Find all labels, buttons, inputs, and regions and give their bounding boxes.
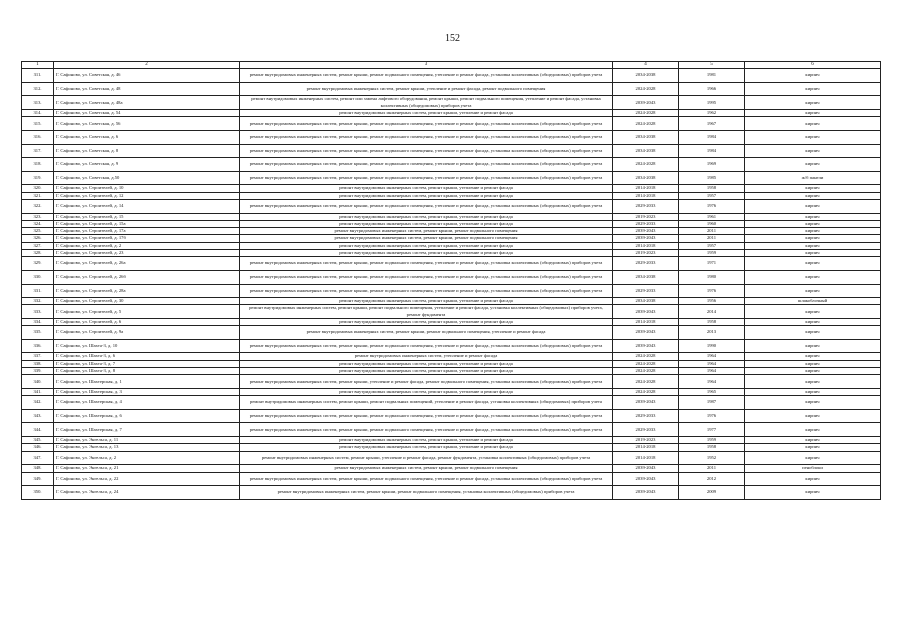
table-row xyxy=(22,444,881,451)
material-cell: кирпич xyxy=(745,305,881,319)
year-cell: 1964 xyxy=(679,368,745,375)
works-cell: ремонт внутридомовых инженерных систем, ремонт крыши, утепление и ремонт фасада, ремонт подвального помещения xyxy=(240,82,613,96)
period-cell: 2034-2038 xyxy=(613,144,679,158)
address-cell: Г. Сафоново, ул. Советская, д.50 xyxy=(54,171,240,185)
row-number: 325. xyxy=(22,228,54,235)
row-number: 329. xyxy=(22,257,54,271)
year-cell: 2013 xyxy=(679,326,745,340)
row-number: 338. xyxy=(22,360,54,367)
works-cell: ремонт внутридомовых инженерных систем, ремонт крыши, утепление и ремонт фасада, ремонт фундамента, установка коллективных (общедомовых) приборов учета xyxy=(240,451,613,465)
year-cell: 1967 xyxy=(679,117,745,131)
table-row xyxy=(22,110,881,117)
material-cell: кирпич xyxy=(745,82,881,96)
material-cell: кирпич xyxy=(745,192,881,199)
capital-repair-table xyxy=(21,61,881,500)
table-row xyxy=(22,423,881,437)
works-cell: ремонт внутридомовых инженерных систем, ремонт крыши, ремонт подвального помещения, утепление и ремонт фасада, установка коллективных (общедомовых) приборов учета xyxy=(240,270,613,284)
table-row xyxy=(22,69,881,83)
address-cell: Г. Сафоново, ул. Строителей, д. 17б xyxy=(54,235,240,242)
address-cell: Г. Сафоново, ул. Строителей, д. 2 xyxy=(54,242,240,249)
period-cell: 2024-2028 xyxy=(613,117,679,131)
material-cell: кирпич xyxy=(745,284,881,298)
address-cell: Г. Сафоново, ул. Энгельса, д. 22 xyxy=(54,472,240,486)
material-cell: кирпич xyxy=(745,326,881,340)
row-number: 326. xyxy=(22,235,54,242)
material-cell: кирпич xyxy=(745,368,881,375)
works-cell: ремонт внутридомовых инженерных систем, ремонт крыши, утепление и ремонт фасада xyxy=(240,388,613,395)
period-cell: 2029-2033 xyxy=(613,220,679,227)
works-cell: ремонт внутридомовых инженерных систем, ремонт крыши, ремонт подвального помещения, утепление и ремонт фасада, установка коллективных (общедомовых) приборов учета xyxy=(240,171,613,185)
material-cell: кирпич xyxy=(745,423,881,437)
period-cell: 2039-2043 xyxy=(613,472,679,486)
material-cell: кирпич xyxy=(745,437,881,444)
works-cell: ремонт внутридомовых инженерных систем, ремонт крыши, утепление и ремонт фасада, ремонт подвального помещения, установка коллективных (общедомовых) приборов учета xyxy=(240,375,613,389)
period-cell: 2039-2043 xyxy=(613,228,679,235)
works-cell: ремонт внутридомовых инженерных систем, ремонт крыши, ремонт подвального помещения, утепление и ремонт фасада xyxy=(240,326,613,340)
address-cell: Г. Сафоново, ул. Шахтерская, д. 3 xyxy=(54,388,240,395)
year-cell: 1987 xyxy=(679,396,745,410)
material-cell: кирпич xyxy=(745,199,881,213)
table-row xyxy=(22,318,881,325)
material-cell: кирпич xyxy=(745,185,881,192)
table-row xyxy=(22,82,881,96)
year-cell: 1958 xyxy=(679,444,745,451)
table-row xyxy=(22,257,881,271)
table-row xyxy=(22,375,881,389)
year-cell: 1966 xyxy=(679,82,745,96)
period-cell: 2024-2028 xyxy=(613,110,679,117)
material-cell: кирпич xyxy=(745,486,881,500)
header-cell: 5 xyxy=(679,62,745,69)
address-cell: Г. Сафоново, ул. Советская, д. 8 xyxy=(54,144,240,158)
year-cell: 1971 xyxy=(679,257,745,271)
row-number: 328. xyxy=(22,250,54,257)
row-number: 311. xyxy=(22,69,54,83)
address-cell: Г. Сафоново, ул. Строителей, д. 26а xyxy=(54,257,240,271)
period-cell: 2039-2043 xyxy=(613,96,679,110)
period-cell: 2039-2043 xyxy=(613,305,679,319)
works-cell: ремонт внутридомовых инженерных систем, ремонт крыши, ремонт подвального помещения, установка коллективных (общедомовых) приборов учета xyxy=(240,486,613,500)
year-cell: 1961 xyxy=(679,213,745,220)
works-cell: ремонт внутридомовых инженерных систем, ремонт крыши, ремонт подвального помещения, утепление и ремонт фасада, установка коллективных (общедомовых) приборов учета xyxy=(240,284,613,298)
year-cell: 1959 xyxy=(679,437,745,444)
period-cell: 2024-2028 xyxy=(613,368,679,375)
year-cell: 1984 xyxy=(679,130,745,144)
address-cell: Г. Сафоново, ул. Энгельса, д. 11 xyxy=(54,437,240,444)
address-cell: Г. Сафоново, ул. Строителей, д. 9а xyxy=(54,326,240,340)
year-cell: 1990 xyxy=(679,339,745,353)
material-cell: кирпич xyxy=(745,110,881,117)
works-cell: ремонт внутридомовых инженерных систем, ремонт крыши, ремонт подвального помещения, утепление и ремонт фасада, установка коллективных (общедомовых) приборов учета xyxy=(240,423,613,437)
works-cell: ремонт внутридомовых инженерных систем, ремонт крыши, ремонт подвальных помещений, утепление и ремонт фасада, установка коллективных (общедомовых) приборов учета xyxy=(240,396,613,410)
period-cell: 2024-2028 xyxy=(613,360,679,367)
works-cell: ремонт внутридомовых инженерных систем, ремонт крыши, ремонт подвального помещения xyxy=(240,465,613,472)
works-cell: ремонт внутридомовых инженерных систем, ремонт крыши, утепление и ремонт фасада xyxy=(240,242,613,249)
table-row xyxy=(22,144,881,158)
address-cell: Г. Сафоново, ул. Шахта-3, д. 7 xyxy=(54,360,240,367)
period-cell: 2034-2038 xyxy=(613,171,679,185)
header-cell: 6 xyxy=(745,62,881,69)
material-cell: кирпич xyxy=(745,375,881,389)
address-cell: Г. Сафоново, ул. Советская, д. 56 xyxy=(54,117,240,131)
year-cell: 1957 xyxy=(679,192,745,199)
year-cell: 2009 xyxy=(679,486,745,500)
row-number: 319. xyxy=(22,171,54,185)
header-cell: 2 xyxy=(54,62,240,69)
period-cell: 2039-2043 xyxy=(613,326,679,340)
table-row xyxy=(22,158,881,172)
works-cell: ремонт внутридомовых инженерных систем, ремонт крыши, ремонт подвального помещения, утепление и ремонт фасада, установка коллективных (общедомовых) приборов учета xyxy=(240,199,613,213)
table-row xyxy=(22,185,881,192)
period-cell: 2024-2028 xyxy=(613,375,679,389)
row-number: 340. xyxy=(22,375,54,389)
period-cell: 2024-2028 xyxy=(613,353,679,360)
year-cell: 1957 xyxy=(679,242,745,249)
works-cell: ремонт внутридомовых инженерных систем, ремонт крыши, утепление и ремонт фасада xyxy=(240,437,613,444)
year-cell: 1985 xyxy=(679,171,745,185)
row-number: 341. xyxy=(22,388,54,395)
period-cell: 2034-2038 xyxy=(613,270,679,284)
year-cell: 1962 xyxy=(679,110,745,117)
works-cell: ремонт внутридомовых инженерных систем, ремонт крыши, утепление и ремонт фасада xyxy=(240,360,613,367)
year-cell: 1964 xyxy=(679,375,745,389)
address-cell: Г. Сафоново, ул. Строителей, д. 14 xyxy=(54,199,240,213)
material-cell: кирпич xyxy=(745,353,881,360)
works-cell: ремонт внутридомовых инженерных систем, ремонт крыши, утепление и ремонт фасада xyxy=(240,444,613,451)
table-row xyxy=(22,396,881,410)
row-number: 331. xyxy=(22,284,54,298)
material-cell: кирпич xyxy=(745,69,881,83)
period-cell: 2014-2018 xyxy=(613,444,679,451)
table-row xyxy=(22,388,881,395)
works-cell: ремонт внутридомовых инженерных систем, ремонт крыши, утепление и ремонт фасада xyxy=(240,298,613,305)
page-number: 152 xyxy=(445,33,460,44)
material-cell: кирпич xyxy=(745,130,881,144)
table-row xyxy=(22,472,881,486)
material-cell: кирпич xyxy=(745,228,881,235)
row-number: 332. xyxy=(22,298,54,305)
address-cell: Г. Сафоново, ул. Строителей, д. 10 xyxy=(54,185,240,192)
period-cell: 2029-2033 xyxy=(613,409,679,423)
table-row xyxy=(22,326,881,340)
period-cell: 2014-2018 xyxy=(613,185,679,192)
table-row xyxy=(22,220,881,227)
period-cell: 2029-2033 xyxy=(613,423,679,437)
row-number: 348. xyxy=(22,465,54,472)
row-number: 344. xyxy=(22,423,54,437)
row-number: 337. xyxy=(22,353,54,360)
address-cell: Г. Сафоново, ул. Советская, д. 46 xyxy=(54,69,240,83)
period-cell: 2039-2043 xyxy=(613,465,679,472)
table-row xyxy=(22,242,881,249)
row-number: 317. xyxy=(22,144,54,158)
period-cell: 2039-2043 xyxy=(613,339,679,353)
address-cell: Г. Сафоново, ул. Строителей, д. 15 xyxy=(54,213,240,220)
table-row xyxy=(22,213,881,220)
year-cell: 1965 xyxy=(679,388,745,395)
table-row xyxy=(22,486,881,500)
material-cell: кирпич xyxy=(745,220,881,227)
year-cell: 1956 xyxy=(679,298,745,305)
material-cell: кирпич xyxy=(745,388,881,395)
table-row xyxy=(22,298,881,305)
row-number: 334. xyxy=(22,318,54,325)
period-cell: 2014-2018 xyxy=(613,242,679,249)
year-cell: 1976 xyxy=(679,284,745,298)
address-cell: Г. Сафоново, ул. Строителей, д. 26б xyxy=(54,270,240,284)
year-cell: 2014 xyxy=(679,305,745,319)
row-number: 323. xyxy=(22,213,54,220)
address-cell: Г. Сафоново, ул. Шахтерская, д. 7 xyxy=(54,423,240,437)
address-cell: Г. Сафоново, ул. Шахта-3, д. 10 xyxy=(54,339,240,353)
address-cell: Г. Сафоново, ул. Строителей, д. 28а xyxy=(54,284,240,298)
table-row xyxy=(22,360,881,367)
year-cell: 1960 xyxy=(679,220,745,227)
address-cell: Г. Сафоново, ул. Строителей, д. 5 xyxy=(54,305,240,319)
address-cell: Г. Сафоново, ул. Строителей, д. 6 xyxy=(54,318,240,325)
period-cell: 2034-2038 xyxy=(613,69,679,83)
year-cell: 1976 xyxy=(679,199,745,213)
period-cell: 2019-2023 xyxy=(613,213,679,220)
address-cell: Г. Сафоново, ул. Строителей, д. 12 xyxy=(54,192,240,199)
works-cell: ремонт внутридомовых инженерных систем, ремонт крыши, утепление и ремонт фасада xyxy=(240,368,613,375)
works-cell: ремонт внутридомовых инженерных систем, ремонт крыши, ремонт подвального помещения, утепление и ремонт фасада, установка коллективных (общедомовых) приборов учета xyxy=(240,409,613,423)
table-row xyxy=(22,409,881,423)
works-cell: ремонт внутридомовых инженерных систем, ремонт крыши, ремонт подвального помещения, утепление и ремонт фасада, установка коллективных (общедомовых) приборов учета xyxy=(240,144,613,158)
period-cell: 2019-2023 xyxy=(613,437,679,444)
material-cell: кирпич xyxy=(745,235,881,242)
works-cell: ремонт внутридомовых инженерных систем, ремонт крыши, ремонт подвального помещения, утепление и ремонт фасада, установка коллективных (общедомовых) приборов учета xyxy=(240,69,613,83)
year-cell: 1995 xyxy=(679,96,745,110)
row-number: 346. xyxy=(22,444,54,451)
period-cell: 2039-2043 xyxy=(613,396,679,410)
address-cell: Г. Сафоново, ул. Энгельса, д. 2 xyxy=(54,451,240,465)
period-cell: 2029-2033 xyxy=(613,284,679,298)
table-row xyxy=(22,250,881,257)
table-row xyxy=(22,171,881,185)
works-cell: ремонт внутридомовых инженерных систем, ремонт крыши, утепление и ремонт фасада xyxy=(240,220,613,227)
year-cell: 1976 xyxy=(679,409,745,423)
works-cell: ремонт внутридомовых инженерных систем, ремонт крыши, утепление и ремонт фасада xyxy=(240,213,613,220)
row-number: 327. xyxy=(22,242,54,249)
material-cell: кирпич xyxy=(745,270,881,284)
table-row xyxy=(22,465,881,472)
period-cell: 2019-2023 xyxy=(613,250,679,257)
row-number: 330. xyxy=(22,270,54,284)
period-cell: 2014-2018 xyxy=(613,318,679,325)
material-cell: шлакоблочный xyxy=(745,298,881,305)
material-cell: кирпич xyxy=(745,472,881,486)
row-number: 336. xyxy=(22,339,54,353)
year-cell: 1952 xyxy=(679,451,745,465)
works-cell: ремонт внутридомовых инженерных систем, ремонт крыши, ремонт подвального помещения, утепление и ремонт фасада, установка коллективных (общедомовых) приборов учета xyxy=(240,257,613,271)
table-row xyxy=(22,368,881,375)
row-number: 347. xyxy=(22,451,54,465)
table-row xyxy=(22,192,881,199)
row-number: 318. xyxy=(22,158,54,172)
table-row xyxy=(22,437,881,444)
table-row xyxy=(22,228,881,235)
row-number: 320. xyxy=(22,185,54,192)
row-number: 315. xyxy=(22,117,54,131)
address-cell: Г. Сафоново, ул. Советская, д. 48 xyxy=(54,82,240,96)
row-number: 350. xyxy=(22,486,54,500)
period-cell: 2029-2033 xyxy=(613,199,679,213)
table-row xyxy=(22,451,881,465)
row-number: 316. xyxy=(22,130,54,144)
year-cell: 1958 xyxy=(679,185,745,192)
works-cell: ремонт внутридомовых инженерных систем, ремонт крыши, утепление и ремонт фасада xyxy=(240,318,613,325)
row-number: 343. xyxy=(22,409,54,423)
material-cell: пеноблоки xyxy=(745,465,881,472)
works-cell: ремонт внутридомовых инженерных систем, ремонт или замена лифтового оборудования, ремонт крыши, ремонт подвального помещения, утепление и ремонт фасада, установка коллективных (общедомовых) приборов учета xyxy=(240,96,613,110)
works-cell: ремонт внутридомовых инженерных систем, утепление и ремонт фасада xyxy=(240,353,613,360)
address-cell: Г. Сафоново, ул. Шахтерская, д. 6 xyxy=(54,409,240,423)
works-cell: ремонт внутридомовых инженерных систем, ремонт крыши, ремонт подвального помещения xyxy=(240,228,613,235)
period-cell: 2034-2038 xyxy=(613,130,679,144)
works-cell: ремонт внутридомовых инженерных систем, ремонт крыши, ремонт подвального помещения, утепление и ремонт фасада, установка коллективных (общедомовых) приборов учета xyxy=(240,158,613,172)
period-cell: 2034-2038 xyxy=(613,298,679,305)
works-cell: ремонт внутридомовых инженерных систем, ремонт крыши, ремонт подвального помещения, утепление и ремонт фасада, установка коллективных (общедомовых) приборов учета xyxy=(240,339,613,353)
row-number: 324. xyxy=(22,220,54,227)
address-cell: Г. Сафоново, ул. Энгельса, д. 24 xyxy=(54,486,240,500)
year-cell: 2012 xyxy=(679,472,745,486)
works-cell: ремонт внутридомовых инженерных систем, ремонт крыши, ремонт подвального помещения, утепление и ремонт фасада, установка коллективных (общедомовых) приборов учета, ремонт фундамента xyxy=(240,305,613,319)
works-cell: ремонт внутридомовых инженерных систем, ремонт крыши, утепление и ремонт фасада xyxy=(240,192,613,199)
material-cell: кирпич xyxy=(745,451,881,465)
table-row xyxy=(22,305,881,319)
address-cell: Г. Сафоново, ул. Строителей, д. 17а xyxy=(54,228,240,235)
material-cell: кирпич xyxy=(745,396,881,410)
material-cell: кирпич xyxy=(745,360,881,367)
address-cell: Г. Сафоново, ул. Советская, д. 6 xyxy=(54,130,240,144)
material-cell: кирпич xyxy=(745,339,881,353)
table-row xyxy=(22,130,881,144)
year-cell: 2011 xyxy=(679,228,745,235)
address-cell: Г. Сафоново, ул. Шахтерская, д. 4 xyxy=(54,396,240,410)
material-cell: кирпич xyxy=(745,318,881,325)
material-cell: кирпич xyxy=(745,213,881,220)
material-cell: кирпич xyxy=(745,144,881,158)
header-cell: 1 xyxy=(22,62,54,69)
row-number: 349. xyxy=(22,472,54,486)
row-number: 339. xyxy=(22,368,54,375)
address-cell: Г. Сафоново, ул. Шахтерская, д. 1 xyxy=(54,375,240,389)
row-number: 345. xyxy=(22,437,54,444)
table-row xyxy=(22,117,881,131)
row-number: 335. xyxy=(22,326,54,340)
period-cell: 2029-2033 xyxy=(613,257,679,271)
row-number: 342. xyxy=(22,396,54,410)
material-cell: ж/б панели xyxy=(745,171,881,185)
year-cell: 1958 xyxy=(679,318,745,325)
period-cell: 2014-2018 xyxy=(613,192,679,199)
row-number: 333. xyxy=(22,305,54,319)
table-row xyxy=(22,270,881,284)
address-cell: Г. Сафоново, ул. Шахта-3, д. 8 xyxy=(54,368,240,375)
table-row xyxy=(22,284,881,298)
period-cell: 2039-2043 xyxy=(613,235,679,242)
works-cell: ремонт внутридомовых инженерных систем, ремонт крыши, утепление и ремонт фасада xyxy=(240,110,613,117)
table-header-row xyxy=(22,62,881,69)
year-cell: 1969 xyxy=(679,158,745,172)
year-cell: 1964 xyxy=(679,360,745,367)
material-cell: кирпич xyxy=(745,96,881,110)
material-cell: кирпич xyxy=(745,242,881,249)
table-row xyxy=(22,96,881,110)
material-cell: кирпич xyxy=(745,444,881,451)
year-cell: 1964 xyxy=(679,353,745,360)
material-cell: кирпич xyxy=(745,250,881,257)
period-cell: 2024-2028 xyxy=(613,388,679,395)
works-cell: ремонт внутридомовых инженерных систем, ремонт крыши, утепление и ремонт фасада xyxy=(240,185,613,192)
year-cell: 1980 xyxy=(679,270,745,284)
material-cell: кирпич xyxy=(745,117,881,131)
address-cell: Г. Сафоново, ул. Энгельса, д. 21 xyxy=(54,465,240,472)
year-cell: 1959 xyxy=(679,250,745,257)
address-cell: Г. Сафоново, ул. Советская, д. 9 xyxy=(54,158,240,172)
address-cell: Г. Сафоново, ул. Советская, д. 48а xyxy=(54,96,240,110)
address-cell: Г. Сафоново, ул. Строителей, д. 23 xyxy=(54,250,240,257)
works-cell: ремонт внутридомовых инженерных систем, ремонт крыши, ремонт подвального помещения xyxy=(240,235,613,242)
works-cell: ремонт внутридомовых инженерных систем, ремонт крыши, утепление и ремонт фасада xyxy=(240,250,613,257)
material-cell: кирпич xyxy=(745,257,881,271)
year-cell: 2011 xyxy=(679,235,745,242)
header-cell: 3 xyxy=(240,62,613,69)
address-cell: Г. Сафоново, ул. Строителей, д. 30 xyxy=(54,298,240,305)
header-cell: 4 xyxy=(613,62,679,69)
period-cell: 2024-2028 xyxy=(613,158,679,172)
year-cell: 2011 xyxy=(679,465,745,472)
period-cell: 2024-2028 xyxy=(613,82,679,96)
row-number: 313. xyxy=(22,96,54,110)
table-row xyxy=(22,199,881,213)
address-cell: Г. Сафоново, ул. Советская, д. 54 xyxy=(54,110,240,117)
row-number: 322. xyxy=(22,199,54,213)
material-cell: кирпич xyxy=(745,409,881,423)
table-row xyxy=(22,339,881,353)
year-cell: 1984 xyxy=(679,144,745,158)
period-cell: 2039-2043 xyxy=(613,486,679,500)
table-row xyxy=(22,235,881,242)
row-number: 321. xyxy=(22,192,54,199)
year-cell: 1977 xyxy=(679,423,745,437)
material-cell: кирпич xyxy=(745,158,881,172)
row-number: 314. xyxy=(22,110,54,117)
works-cell: ремонт внутридомовых инженерных систем, ремонт крыши, ремонт подвального помещения, утепление и ремонт фасада, установка коллективных (общедомовых) приборов учета xyxy=(240,117,613,131)
address-cell: Г. Сафоново, ул. Энгельса, д. 13 xyxy=(54,444,240,451)
table-row xyxy=(22,353,881,360)
year-cell: 1981 xyxy=(679,69,745,83)
address-cell: Г. Сафоново, ул. Строителей, д. 15а xyxy=(54,220,240,227)
address-cell: Г. Сафоново, ул. Шахта-3, д. 6 xyxy=(54,353,240,360)
period-cell: 2014-2018 xyxy=(613,451,679,465)
works-cell: ремонт внутридомовых инженерных систем, ремонт крыши, ремонт подвального помещения, утепление и ремонт фасада, установка коллективных (общедомовых) приборов учета xyxy=(240,130,613,144)
row-number: 312. xyxy=(22,82,54,96)
works-cell: ремонт внутридомовых инженерных систем, ремонт крыши, ремонт подвального помещения, утепление и ремонт фасада, установка коллективных (общедомовых) приборов учета xyxy=(240,472,613,486)
